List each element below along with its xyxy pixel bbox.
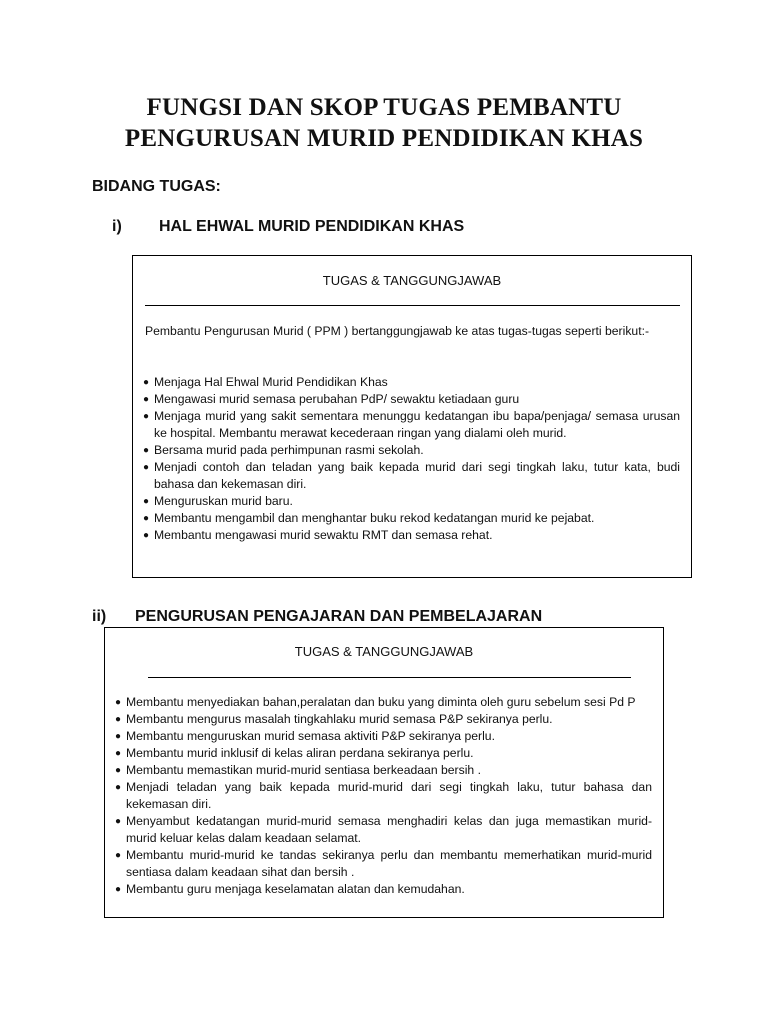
task-list-item: [115, 711, 652, 728]
task-text: Menjaga Hal Ehwal Murid Pendidikan Khas: [154, 375, 388, 389]
bullet-icon: ●: [115, 731, 122, 742]
bullet-icon: ●: [143, 530, 150, 541]
task-list-item: [115, 745, 652, 762]
task-list-item: [143, 493, 680, 510]
bullet-icon: ●: [143, 445, 150, 456]
bullet-icon: ●: [143, 377, 150, 388]
task-text: Membantu guru menjaga keselamatan alatan dan kemudahan.: [126, 882, 465, 896]
task-list-item: [143, 442, 680, 459]
bullet-icon: ●: [115, 748, 122, 759]
task-list-item: [115, 694, 652, 711]
section-1-intro: Pembantu Pengurusan Murid ( PPM ) bertanggungjawab ke atas tugas-tugas seperti berikut:-: [145, 324, 650, 338]
bullet-icon: ●: [115, 782, 122, 793]
task-list-item: [143, 374, 680, 391]
task-list-item: [115, 813, 652, 847]
section-2-title: PENGURUSAN PENGAJARAN DAN PEMBELAJARAN: [135, 608, 543, 625]
task-list-item: [115, 779, 652, 813]
section-2-task-list: [115, 694, 652, 898]
task-text: Menjadi contoh dan teladan yang baik kepada murid dari segi tingkah laku, tutur kata, budi bahasa dan kekemasan diri.: [154, 460, 680, 491]
task-list-item: [115, 728, 652, 745]
task-list-item: [143, 527, 680, 544]
field-heading: BIDANG TUGAS:: [92, 178, 221, 195]
task-text: Membantu menyediakan bahan,peralatan dan buku yang diminta oleh guru sebelum sesi Pd P: [126, 695, 636, 709]
task-text: Membantu mengawasi murid sewaktu RMT dan semasa rehat.: [154, 528, 493, 542]
task-text: Membantu memastikan murid-murid sentiasa berkeadaan bersih .: [126, 763, 481, 777]
task-list-item: [143, 408, 680, 442]
bullet-icon: ●: [143, 513, 150, 524]
task-list-item: [143, 391, 680, 408]
bullet-icon: ●: [143, 462, 150, 473]
bullet-icon: ●: [143, 394, 150, 405]
task-text: Bersama murid pada perhimpunan rasmi sekolah.: [154, 443, 424, 457]
section-1-number: i): [112, 218, 122, 235]
task-text: Membantu murid-murid ke tandas sekiranya perlu dan membantu memerhatikan murid-murid sentiasa dalam keadaan sihat dan bersih .: [126, 848, 652, 879]
section-1-box: [132, 255, 692, 578]
task-list-item: [143, 459, 680, 493]
task-list-item: [115, 762, 652, 779]
document-title: [0, 92, 768, 154]
task-list-item: [115, 881, 652, 898]
bullet-icon: ●: [115, 765, 122, 776]
task-text: Mengawasi murid semasa perubahan PdP/ sewaktu ketiadaan guru: [154, 392, 520, 406]
bullet-icon: ●: [143, 411, 150, 422]
task-text: Menyambut kedatangan murid-murid semasa menghadiri kelas dan juga memastikan murid-murid keluar kelas dalam keadaan selamat.: [126, 814, 652, 845]
task-text: Menguruskan murid baru.: [154, 494, 293, 508]
bullet-icon: ●: [115, 714, 122, 725]
bullet-icon: ●: [115, 816, 122, 827]
task-text: Membantu murid inklusif di kelas aliran perdana sekiranya perlu.: [126, 746, 474, 760]
task-text: Membantu mengambil dan menghantar buku rekod kedatangan murid ke pejabat.: [154, 511, 595, 525]
task-list-item: [143, 510, 680, 527]
section-2-box-heading: TUGAS & TANGGUNGJAWAB: [294, 644, 474, 659]
title-line-1: FUNGSI DAN SKOP TUGAS PEMBANTU: [146, 94, 622, 121]
task-text: Membantu mengurus masalah tingkahlaku murid semasa P&P sekiranya perlu.: [126, 712, 553, 726]
section-2-divider: [148, 677, 631, 678]
task-text: Menjaga murid yang sakit sementara menunggu kedatangan ibu bapa/penjaga/ semasa urusan ke hospital. Membantu merawat kecederaan ringan yang dialami oleh murid.: [154, 409, 680, 440]
bullet-icon: ●: [115, 697, 122, 708]
section-1-divider: [145, 305, 680, 306]
task-text: Menjadi teladan yang baik kepada murid-murid dari segi tingkah laku, tutur bahasa dan kekemasan diri.: [126, 780, 652, 811]
section-1-box-heading: TUGAS & TANGGUNGJAWAB: [322, 273, 502, 288]
title-line-2: PENGURUSAN MURID PENDIDIKAN KHAS: [124, 125, 644, 152]
task-text: Membantu menguruskan murid semasa aktiviti P&P sekiranya perlu.: [126, 729, 495, 743]
section-1-title: HAL EHWAL MURID PENDIDIKAN KHAS: [159, 218, 465, 235]
bullet-icon: ●: [143, 496, 150, 507]
task-list-item: [115, 847, 652, 881]
section-1-task-list: [143, 374, 680, 544]
bullet-icon: ●: [115, 884, 122, 895]
section-2-number: ii): [92, 608, 107, 625]
section-2-box: [104, 627, 664, 918]
bullet-icon: ●: [115, 850, 122, 861]
